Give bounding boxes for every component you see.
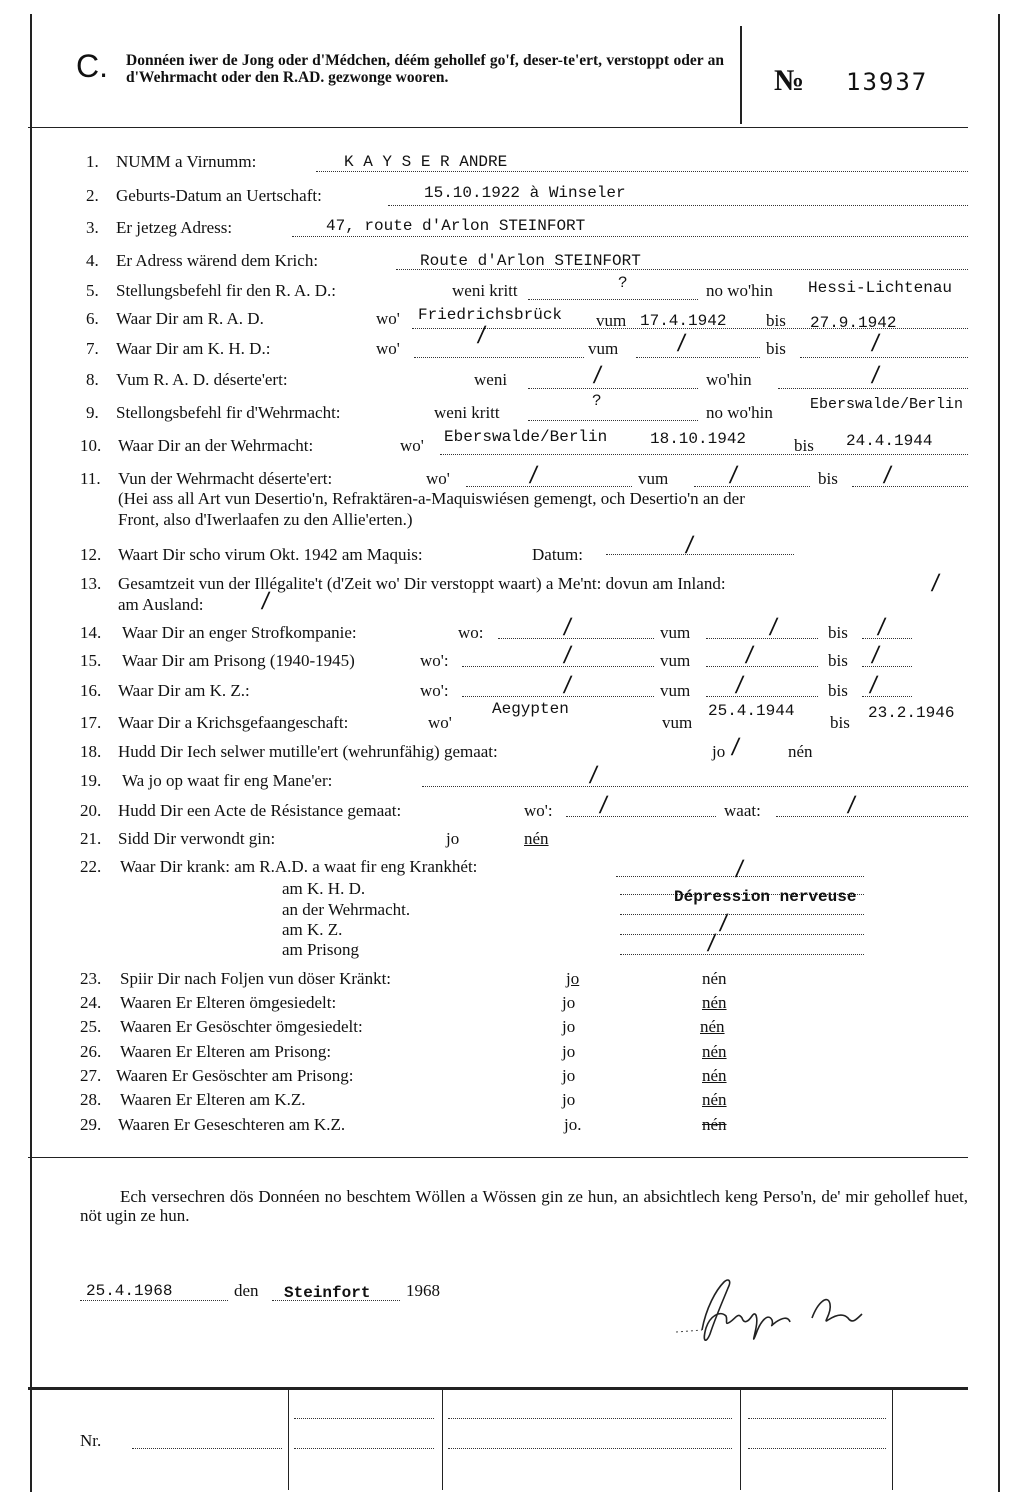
- pow-from-value: 25.4.1944: [708, 702, 795, 720]
- row-number: 1.: [86, 152, 99, 171]
- handwritten-signature: [672, 1268, 892, 1348]
- fill-line: [706, 666, 818, 667]
- option-jo: jo: [562, 1090, 576, 1109]
- form-title: Donnéen iwer de Jong oder d'Médchen, déém gehollef go'f, deser-te'ert, verstoppt oder an d'Wehrmacht oder den R.AD. gezwonge wooren.: [126, 52, 724, 86]
- row-label: Waar Dir krank: am R.A.D. a waat fir eng Krankhét:: [120, 857, 478, 876]
- option-nen-selected: nén: [702, 1115, 727, 1134]
- row-label: Sidd Dir verwondt gin:: [118, 829, 276, 848]
- fill-line: [566, 816, 716, 817]
- slash-mark: /: [591, 362, 604, 389]
- row-label: vum: [660, 651, 691, 670]
- year-label: 1968: [406, 1281, 440, 1300]
- row-number: 6.: [86, 309, 99, 328]
- option-jo: jo: [562, 1017, 576, 1036]
- slash-mark: /: [729, 734, 742, 761]
- slash-mark: /: [259, 588, 272, 615]
- row-label: vum: [588, 339, 619, 358]
- row-label: bis: [828, 651, 848, 670]
- row-number: 5.: [86, 281, 99, 300]
- fill-line: [316, 171, 968, 172]
- wm-place-value: Eberswalde/Berlin: [444, 428, 608, 446]
- row-label: Hudd Dir Iech selwer mutille'ert (wehrunfähig) gemaat:: [118, 742, 498, 761]
- row-number: 28.: [80, 1090, 102, 1109]
- row-label: Waaren Er Elteren ömgesiedelt:: [120, 993, 337, 1012]
- fill-line: [462, 666, 654, 667]
- row-note: Front, also d'Iwerlaafen zu den Allie'erten.): [118, 510, 413, 529]
- row-label: am Ausland:: [118, 595, 204, 614]
- row-number: 24.: [80, 993, 102, 1012]
- fill-line: [528, 420, 698, 421]
- row-label: no wo'hin: [706, 403, 773, 422]
- row-number: 18.: [80, 742, 102, 761]
- row-label: bis: [766, 339, 786, 358]
- slash-mark: /: [845, 792, 858, 819]
- rad-order-date: ?: [618, 274, 628, 292]
- row-number: 15.: [80, 651, 102, 670]
- slash-mark: /: [561, 614, 574, 641]
- row-label: Waar Dir an enger Strofkompanie:: [122, 623, 357, 642]
- row-number: 10.: [80, 436, 102, 455]
- fill-line: [620, 914, 864, 915]
- row-sublabel: am K. Z.: [282, 920, 343, 939]
- row-number: 20.: [80, 801, 102, 820]
- row-label: weni kritt: [434, 403, 500, 422]
- row-label: wo': [428, 713, 452, 732]
- table-fill-line: [748, 1418, 886, 1419]
- slash-mark: /: [561, 672, 574, 699]
- slash-mark: /: [743, 642, 756, 669]
- row-note: (Hei ass all Art vun Desertio'n, Refraktären-a-Maquiswiésen gemengt, och Desertio'n an der: [118, 489, 745, 508]
- row-number: 21.: [80, 829, 102, 848]
- signing-date-value: 25.4.1968: [86, 1282, 173, 1300]
- row-label: bis: [830, 713, 850, 732]
- slash-mark: /: [867, 672, 880, 699]
- row-label: Stellongsbefehl fir d'Wehrmacht:: [116, 403, 341, 422]
- row-label: Er Adress wärend dem Krich:: [116, 251, 319, 270]
- slash-mark: /: [717, 910, 730, 937]
- row-number: 22.: [80, 857, 102, 876]
- slash-mark: /: [929, 570, 942, 597]
- table-fill-line: [448, 1418, 732, 1419]
- fill-line: [528, 299, 698, 300]
- row-label: wo': [376, 309, 400, 328]
- signing-place-value: Steinfort: [284, 1284, 371, 1302]
- fill-line: [694, 486, 810, 487]
- option-jo: jo: [562, 993, 576, 1012]
- row-number: 26.: [80, 1042, 102, 1061]
- row-number: 4.: [86, 251, 99, 270]
- row-label: Waaren Er Geseschteren am K.Z.: [118, 1115, 346, 1134]
- slash-mark: /: [475, 322, 488, 349]
- fill-line: [528, 388, 698, 389]
- row-sublabel: am K. H. D.: [282, 879, 366, 898]
- row-label: wo': [376, 339, 400, 358]
- row-label: Waaren Er Gesöschter am Prisong:: [116, 1066, 354, 1085]
- option-nen-selected: nén: [702, 1066, 727, 1085]
- address-value: 47, route d'Arlon STEINFORT: [326, 217, 586, 235]
- fill-line: [862, 638, 912, 639]
- slash-mark: /: [767, 614, 780, 641]
- nr-fill-line: [132, 1448, 282, 1449]
- pow-to-value: 23.2.1946: [868, 704, 955, 722]
- option-jo: jo: [562, 1042, 576, 1061]
- rad-to-value: 27.9.1942: [810, 314, 897, 332]
- form-number: 13937: [846, 68, 929, 96]
- row-label: Er jetzeg Adress:: [116, 218, 233, 237]
- table-column-divider: [892, 1390, 893, 1490]
- fill-line: [388, 205, 968, 206]
- row-label: Datum:: [532, 545, 583, 564]
- table-fill-line: [748, 1448, 886, 1449]
- fill-line: [466, 486, 632, 487]
- row-label: Stellungsbefehl fir den R. A. D.:: [116, 281, 337, 300]
- row-label: Waaren Er Gesöschter ömgesiedelt:: [120, 1017, 363, 1036]
- footer-rule: [28, 1157, 968, 1158]
- row-number: 14.: [80, 623, 102, 642]
- row-number: 11.: [80, 469, 101, 488]
- option-jo: jo: [712, 742, 726, 761]
- row-label: Vun der Wehrmacht déserte'ert:: [118, 469, 333, 488]
- row-label: Hudd Dir een Acte de Résistance gemaat:: [118, 801, 402, 820]
- table-fill-line: [294, 1448, 434, 1449]
- row-number: 7.: [86, 339, 99, 358]
- row-label: Spiir Dir nach Foljen vun döser Kränkt:: [120, 969, 392, 988]
- row-label: NUMM a Virnumm:: [116, 152, 257, 171]
- option-jo: jo: [562, 1066, 576, 1085]
- row-label: bis: [794, 436, 814, 455]
- row-label: wo':: [420, 651, 449, 670]
- rad-from-value: 17.4.1942: [640, 312, 727, 330]
- row-number: 19.: [80, 771, 102, 790]
- fill-line: [462, 696, 654, 697]
- option-jo-selected: jo: [566, 969, 580, 988]
- nr-label: Nr.: [80, 1431, 102, 1450]
- pow-place-value: Aegypten: [492, 700, 569, 718]
- row-number: 8.: [86, 370, 99, 389]
- fill-line: [620, 934, 864, 935]
- fill-line: [292, 236, 968, 237]
- row-label: bis: [828, 623, 848, 642]
- row-sublabel: am Prisong: [282, 940, 359, 959]
- option-jo: jo.: [564, 1115, 582, 1134]
- fill-line: [422, 786, 968, 787]
- fill-line: [636, 357, 760, 358]
- row-sublabel: an der Wehrmacht.: [282, 900, 411, 919]
- row-number: 16.: [80, 681, 102, 700]
- number-sign: №: [774, 64, 805, 97]
- row-label: vum: [662, 713, 693, 732]
- option-nen: nén: [788, 742, 813, 761]
- slash-mark: /: [881, 462, 894, 489]
- row-label: wo': [400, 436, 424, 455]
- row-label: wo': [426, 469, 450, 488]
- row-number: 3.: [86, 218, 99, 237]
- row-label: Waar Dir am Prisong (1940-1945): [122, 651, 355, 670]
- table-column-divider: [740, 1390, 741, 1490]
- fill-line: [706, 696, 818, 697]
- slash-mark: /: [869, 330, 882, 357]
- row-label: bis: [766, 311, 786, 330]
- option-nen-selected: nén: [700, 1017, 725, 1036]
- row-number: 17.: [80, 713, 102, 732]
- den-label: den: [234, 1281, 259, 1300]
- row-label: bis: [828, 681, 848, 700]
- fill-line: [620, 954, 864, 955]
- row-label: wo'hin: [706, 370, 752, 389]
- table-column-divider: [288, 1390, 289, 1490]
- slash-mark: /: [869, 642, 882, 669]
- table-column-divider: [442, 1390, 443, 1490]
- row-number: 12.: [80, 545, 102, 564]
- birth-value: 15.10.1922 à Winseler: [424, 184, 626, 202]
- bottom-rule: [28, 1387, 968, 1390]
- fill-line: [498, 638, 654, 639]
- row-label: Waar Dir am R. A. D.: [116, 309, 264, 328]
- wm-order-place: Eberswalde/Berlin: [810, 396, 964, 413]
- row-label: Waaren Er Elteren am Prisong:: [120, 1042, 332, 1061]
- option-nen: nén: [702, 969, 727, 988]
- slash-mark: /: [683, 532, 696, 559]
- row-number: 29.: [80, 1115, 102, 1134]
- row-label: Waar Dir am K. Z.:: [118, 681, 250, 700]
- row-label: weni kritt: [452, 281, 518, 300]
- fill-line: [852, 486, 968, 487]
- row-label: no wo'hin: [706, 281, 773, 300]
- date-fill-line: [80, 1300, 228, 1301]
- row-label: Wa jo op waat fir eng Mane'er:: [122, 771, 333, 790]
- row-label: Waar Dir am K. H. D.:: [116, 339, 271, 358]
- slash-mark: /: [527, 462, 540, 489]
- fill-line: [440, 454, 968, 455]
- wm-to-value: 24.4.1944: [846, 432, 933, 450]
- row-label: Geburts-Datum an Uertschaft:: [116, 186, 322, 205]
- war-address-value: Route d'Arlon STEINFORT: [420, 252, 641, 270]
- slash-mark: /: [561, 642, 574, 669]
- slash-mark: /: [727, 462, 740, 489]
- row-number: 25.: [80, 1017, 102, 1036]
- row-label: vum: [596, 311, 627, 330]
- illness-value: Dépression nerveuse: [674, 888, 857, 906]
- row-label: wo:: [458, 623, 484, 642]
- row-number: 2.: [86, 186, 99, 205]
- row-number: 9.: [86, 403, 99, 422]
- row-label: weni: [474, 370, 508, 389]
- row-label: Waaren Er Elteren am K.Z.: [120, 1090, 306, 1109]
- row-label: bis: [818, 469, 838, 488]
- row-label: wo':: [420, 681, 449, 700]
- option-nen-selected: nén: [702, 1042, 727, 1061]
- row-label: Waart Dir scho virum Okt. 1942 am Maquis:: [118, 545, 423, 564]
- row-label: vum: [660, 623, 691, 642]
- option-jo: jo: [446, 829, 460, 848]
- row-label: vum: [660, 681, 691, 700]
- row-label: waat:: [724, 801, 761, 820]
- table-fill-line: [448, 1448, 732, 1449]
- table-fill-line: [294, 1418, 434, 1419]
- row-label: Vum R. A. D. déserte'ert:: [116, 370, 288, 389]
- slash-mark: /: [869, 362, 882, 389]
- wm-order-date: ?: [592, 392, 602, 410]
- header-rule: [28, 127, 968, 128]
- row-label: vum: [638, 469, 669, 488]
- slash-mark: /: [705, 930, 718, 957]
- slash-mark: /: [875, 614, 888, 641]
- row-label: wo':: [524, 801, 553, 820]
- slash-mark: /: [733, 672, 746, 699]
- fill-line: [776, 816, 968, 817]
- slash-mark: /: [733, 856, 746, 883]
- fill-line: [606, 554, 794, 555]
- row-label: Waar Dir an der Wehrmacht:: [118, 436, 314, 455]
- fill-line: [414, 357, 584, 358]
- slash-mark: /: [587, 762, 600, 789]
- row-number: 27.: [80, 1066, 102, 1085]
- rad-order-place: Hessi-Lichtenau: [808, 279, 953, 297]
- row-label: Gesamtzeit vun der Illégalite't (d'Zeit wo' Dir verstoppt waart) a Me'nt: dovun am Inland:: [118, 574, 726, 593]
- option-nen-selected: nén: [702, 993, 727, 1012]
- wm-from-value: 18.10.1942: [650, 430, 747, 448]
- name-value: K A Y S E R ANDRE: [344, 153, 508, 171]
- fill-line: [800, 357, 968, 358]
- option-nen-selected: nén: [524, 829, 549, 848]
- section-letter: C.: [76, 48, 108, 84]
- fill-line: [706, 638, 818, 639]
- header-divider: [740, 26, 742, 124]
- row-label: Waar Dir a Krichsgefaangeschaft:: [118, 713, 349, 732]
- row-number: 23.: [80, 969, 102, 988]
- rad-place-value: Friedrichsbrück: [418, 306, 563, 324]
- declaration-text: Ech versechren dös Donnéen no beschtem Wöllen a Wössen gin ze hun, an absichtlech keng Perso'n, de' mir gehollef huet, nöt ugin ze hun.: [80, 1187, 968, 1225]
- slash-mark: /: [597, 792, 610, 819]
- slash-mark: /: [675, 330, 688, 357]
- row-number: 13.: [80, 574, 102, 593]
- option-nen-selected: nén: [702, 1090, 727, 1109]
